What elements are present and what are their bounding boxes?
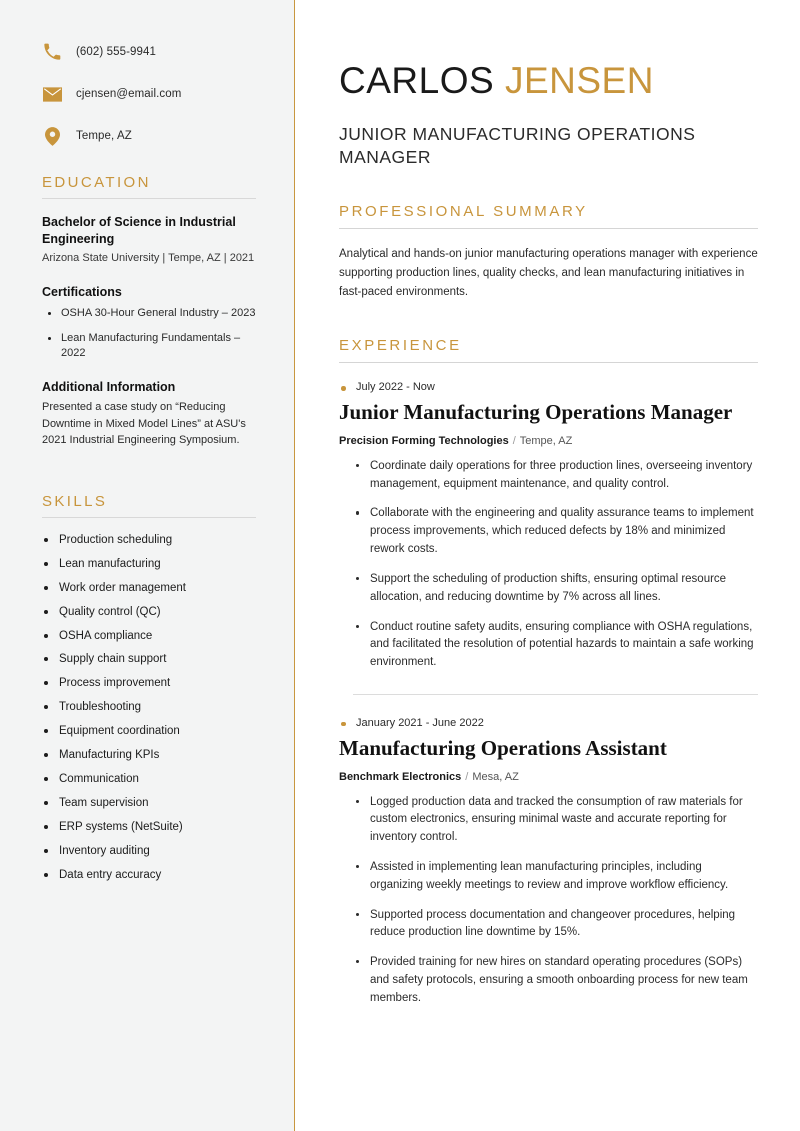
list-item: OSHA 30-Hour General Industry – 2023 (42, 306, 256, 322)
phone-icon (42, 42, 62, 62)
additional-info-title: Additional Information (42, 380, 176, 395)
list-item: Assisted in implementing lean manufacturing principles, including organizing weekly meetings to review and improve workflow efficiency. (355, 859, 758, 895)
list-item: Supply chain support (42, 652, 256, 667)
job-company-line (339, 771, 758, 783)
job-title: Junior Manufacturing Operations Manager (339, 400, 733, 425)
list-item: Troubleshooting (42, 700, 256, 715)
additional-info-text: Presented a case study on “Reducing Downtime in Mixed Model Lines” at ASU's 2021 Industrial Engineering Symposium. (42, 401, 246, 447)
additional-info-block (42, 379, 256, 448)
list-item: Collaborate with the engineering and quality assurance teams to implement process improvements, which reduced defects by 18% and minimized rework costs. (355, 505, 758, 558)
contact-email (42, 84, 256, 104)
certifications-block (42, 284, 256, 363)
list-item: OSHA compliance (42, 629, 256, 644)
experience-item (339, 715, 758, 1008)
job-title: Manufacturing Operations Assistant (339, 735, 667, 760)
list-item: Production scheduling (42, 533, 256, 548)
job-duties (355, 794, 758, 1008)
envelope-icon (42, 84, 62, 104)
degree-title: Bachelor of Science in Industrial Engineering (42, 215, 236, 246)
list-item: Inventory auditing (42, 844, 256, 859)
list-item: Coordinate daily operations for three production lines, overseeing inventory management, equipment maintenance, and quality control. (355, 458, 758, 494)
list-item: Team supervision (42, 796, 256, 811)
location-value: Tempe, AZ (76, 130, 132, 142)
list-item: Work order management (42, 581, 256, 596)
education-entry (42, 214, 256, 267)
summary-heading: PROFESSIONAL SUMMARY (339, 203, 758, 229)
sidebar (0, 0, 295, 1131)
job-dates: January 2021 - June 2022 (339, 717, 758, 729)
list-item: Lean Manufacturing Fundamentals – 2022 (42, 331, 256, 363)
list-item: Communication (42, 772, 256, 787)
list-item: Support the scheduling of production shifts, ensuring optimal resource allocation, and reducing downtime by 7% across all lines. (355, 571, 758, 607)
job-location: Tempe, AZ (519, 434, 573, 447)
contact-phone (42, 42, 256, 62)
list-item: Conduct routine safety audits, ensuring compliance with OSHA regulations, and facilitated the resolution of potential hazards to maintain a safe working environment. (355, 619, 758, 672)
page-title (339, 62, 758, 101)
list-item: Process improvement (42, 676, 256, 691)
job-duties (355, 458, 758, 672)
last-name: JENSEN (504, 60, 654, 101)
list-item: Provided training for new hires on standard operating procedures (SOPs) and safety protocols, ensuring a smooth onboarding process for new team members. (355, 954, 758, 1007)
certifications-title: Certifications (42, 284, 122, 299)
education-heading: EDUCATION (42, 174, 256, 199)
job-company-line (339, 435, 758, 447)
list-item: ERP systems (NetSuite) (42, 820, 256, 835)
job-dates: July 2022 - Now (339, 381, 758, 393)
contact-list (42, 42, 256, 146)
job-location: Mesa, AZ (472, 770, 519, 783)
certifications-list (42, 306, 256, 363)
company-name: Precision Forming Technologies (339, 434, 509, 447)
contact-location (42, 126, 256, 146)
phone-value: (602) 555-9941 (76, 46, 157, 58)
experience-heading: EXPERIENCE (339, 337, 758, 363)
list-item: Data entry accuracy (42, 868, 256, 883)
first-name: CARLOS (339, 60, 495, 101)
school-line: Arizona State University | Tempe, AZ | 2021 (42, 251, 255, 264)
skills-heading: SKILLS (42, 493, 256, 518)
list-item: Manufacturing KPIs (42, 748, 256, 763)
meta-separator: / (512, 434, 516, 447)
main-content (295, 0, 800, 1131)
summary-text: Analytical and hands-on junior manufacturing operations manager with experience supporting production lines, quality checks, and lean manufacturing initiatives in fast-paced environments. (339, 248, 758, 298)
job-headline: JUNIOR MANUFACTURING OPERATIONS MANAGER (339, 123, 696, 168)
list-item: Lean manufacturing (42, 557, 256, 572)
meta-separator: / (465, 770, 469, 783)
list-item: Quality control (QC) (42, 605, 256, 620)
experience-item (339, 379, 758, 672)
list-item: Supported process documentation and changeover procedures, helping reduce production line downtime by 15%. (355, 907, 758, 943)
map-pin-icon (42, 126, 62, 146)
email-value: cjensen@email.com (76, 88, 182, 100)
list-item: Equipment coordination (42, 724, 256, 739)
skills-list (42, 533, 256, 883)
list-item: Logged production data and tracked the consumption of raw materials for custom electronics, ensuring minimal waste and accurate reporting for inventory control. (355, 794, 758, 847)
experience-divider (353, 694, 758, 695)
company-name: Benchmark Electronics (339, 770, 462, 783)
